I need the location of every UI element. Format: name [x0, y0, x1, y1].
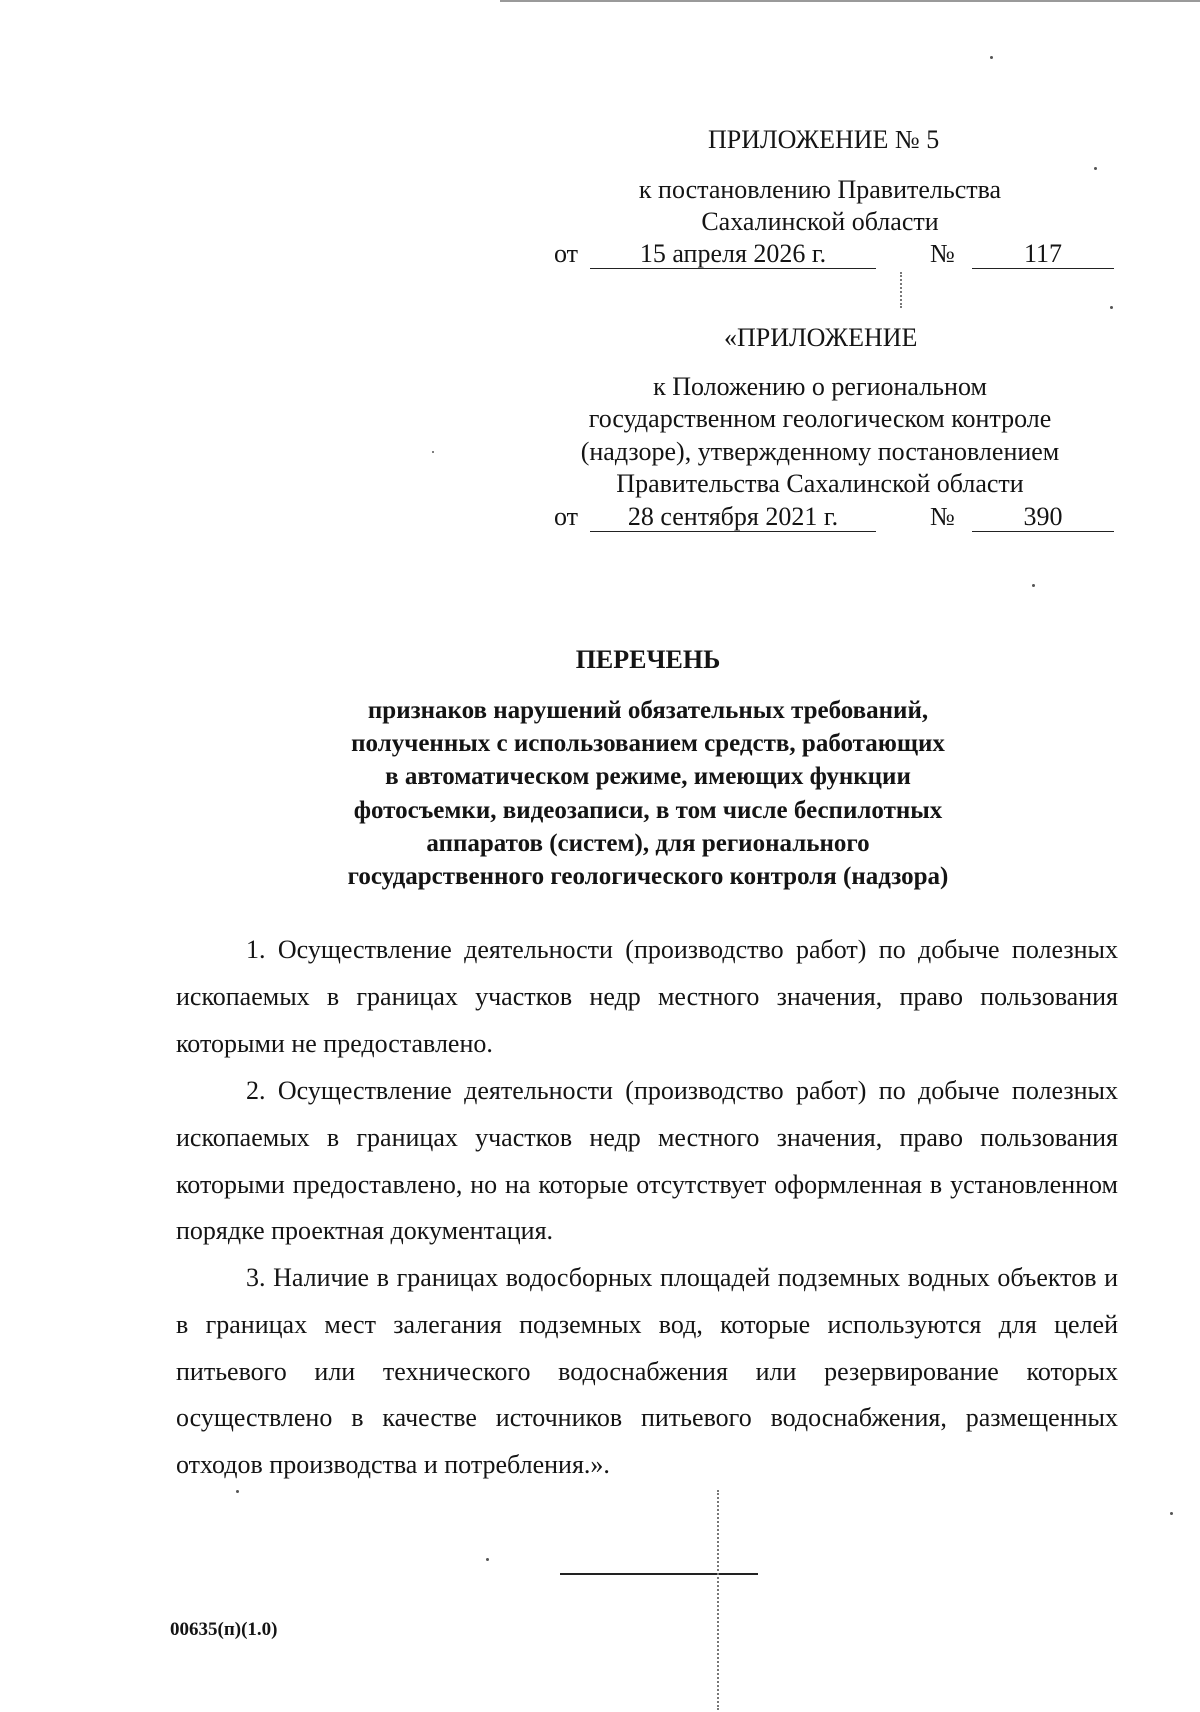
inner-reference-row	[554, 501, 1114, 535]
document-heading: ПЕРЕЧЕНЬ	[575, 645, 721, 674]
scan-speck	[486, 1558, 489, 1561]
inner-ref-number-field: 390	[972, 501, 1114, 532]
scan-artifact-vertical-dots	[717, 1490, 721, 1710]
annex-to-resolution-line-1: к постановлению Правительства	[638, 175, 1002, 204]
inner-ref-number-label: №	[930, 502, 955, 531]
list-item-1: 1. Осуществление деятельности (производство работ) по добыче полезных ископаемых в границах участков недр местного значения, право пользования которыми не предоставлено.	[176, 935, 1118, 1058]
scan-speck	[1094, 167, 1097, 170]
annex-title: ПРИЛОЖЕНИЕ № 5	[708, 125, 940, 154]
scan-speck	[1110, 306, 1113, 309]
inner-annex-line-3: (надзоре), утвержденному постановлением	[580, 437, 1060, 466]
scan-speck	[990, 56, 993, 59]
inner-annex-title: «ПРИЛОЖЕНИЕ	[724, 323, 918, 352]
list-item-2: 2. Осуществление деятельности (производство работ) по добыче полезных ископаемых в границах участков недр местного значения, право пользования которыми предоставлено, но на которые отсутствует оформленная в установленном порядке проектная документация.	[176, 1076, 1118, 1246]
inner-annex-line-2: государственном геологическом контроле	[588, 404, 1052, 433]
inner-ref-from-label: от	[554, 502, 579, 531]
end-of-text-rule	[560, 1573, 758, 1575]
subtitle-line-5: аппаратов (систем), для регионального	[426, 830, 870, 857]
inner-annex-line-1: к Положению о региональном	[653, 372, 987, 401]
document-code: 00635(п)(1.0)	[170, 1619, 278, 1640]
scan-top-edge	[500, 0, 1200, 2]
subtitle-line-4: фотосъемки, видеозаписи, в том числе беспилотных	[353, 797, 943, 824]
subtitle-line-1: признаков нарушений обязательных требований,	[367, 697, 929, 724]
ref-from-label: от	[554, 239, 579, 268]
list-item-3: 3. Наличие в границах водосборных площадей подземных водных объектов и в границах мест залегания подземных вод, которые используются для целей питьевого или технического водоснабжения или резервирование которых осуществлено в качестве источников питьевого водоснабжения, размещенных отходов производства и потребления.».	[176, 1263, 1118, 1480]
resolution-reference-row	[554, 238, 1114, 272]
inner-annex-line-4: Правительства Сахалинской области	[616, 469, 1024, 498]
scan-speck	[1170, 1512, 1173, 1515]
scan-speck	[236, 1490, 239, 1493]
scan-speck	[432, 451, 434, 453]
subtitle-line-3: в автоматическом режиме, имеющих функции	[385, 763, 911, 790]
inner-ref-date-field: 28 сентября 2021 г.	[590, 501, 876, 532]
ref-number-field: 117	[972, 238, 1114, 269]
annex-to-resolution-line-2: Сахалинской области	[701, 207, 939, 236]
ref-date-field: 15 апреля 2026 г.	[590, 238, 876, 269]
scan-speck	[1032, 584, 1035, 587]
subtitle-line-6: государственного геологического контроля (надзора)	[347, 863, 949, 890]
subtitle-line-2: полученных с использованием средств, работающих	[351, 730, 945, 757]
scan-artifact-vertical-dots	[900, 272, 904, 308]
ref-number-label: №	[930, 239, 955, 268]
